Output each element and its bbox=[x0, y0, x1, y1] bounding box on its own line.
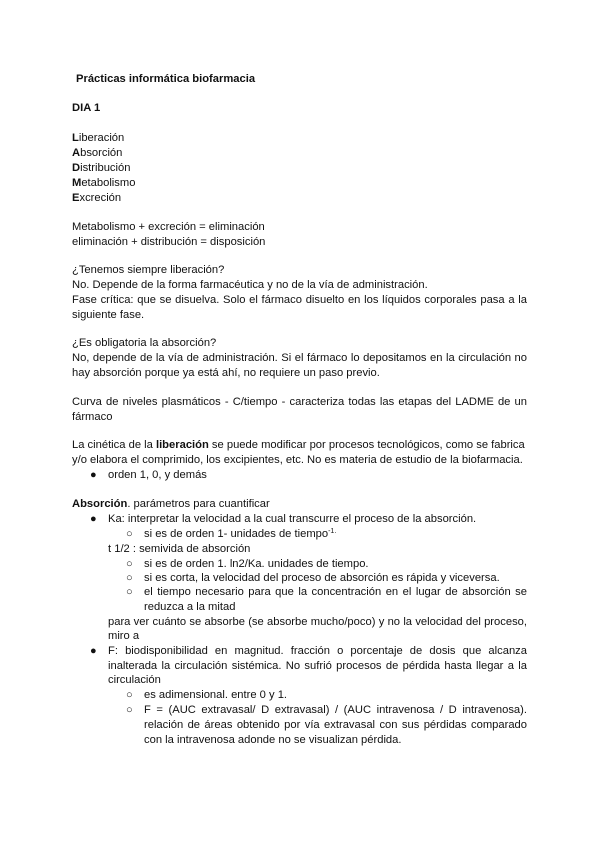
ladme-item: Liberación bbox=[72, 132, 125, 144]
f-bullet: inalterada la circulación sistémica. No sufrió procesos de pérdida hasta llegar a la bbox=[108, 660, 527, 672]
bullet-circle: ○ bbox=[126, 586, 133, 598]
answer-liberation: No. Depende de la forma farmacéutica y no de la vía de administración. bbox=[72, 279, 428, 291]
f-bullet: F: biodisponibilidad en magnitud. fracción o porcentaje de dosis que alcanza bbox=[108, 645, 527, 657]
f-sub: es adimensional. entre 0 y 1. bbox=[144, 689, 288, 701]
curve-paragraph: Curva de niveles plasmáticos - C/tiempo - caracteriza todas las etapas del LADME de un bbox=[72, 396, 527, 408]
kinetics-paragraph: y/o elabora el comprimido, los excipientes, etc. No es materia de estudio de la biofarmacia. bbox=[72, 454, 523, 466]
ladme-item: Distribución bbox=[72, 162, 131, 174]
doc-title: Prácticas informática biofarmacia bbox=[76, 73, 256, 85]
t12-sub: reduzca a la mitad bbox=[144, 601, 236, 613]
equation-line: Metabolismo + excreción = eliminación bbox=[72, 221, 265, 233]
f-sub: con la intravenosa adonde no se visualizan pérdida. bbox=[144, 734, 402, 746]
kinetics-paragraph: La cinética de la liberación se puede modificar por procesos tecnológicos, como se fabrica bbox=[72, 439, 525, 451]
bullet-circle: ○ bbox=[126, 558, 133, 570]
bullet-circle: ○ bbox=[126, 572, 133, 584]
ladme-item: Absorción bbox=[72, 147, 123, 159]
bullet-disc: ● bbox=[90, 513, 97, 525]
absorption-heading: Absorción. parámetros para cuantificar bbox=[72, 498, 270, 510]
f-sub: F = (AUC extravasal/ D extravasal) / (AUC intravenosa / D intravenosa). bbox=[144, 704, 527, 716]
bullet-disc: ● bbox=[90, 469, 97, 481]
f-bullet: circulación bbox=[108, 674, 161, 686]
day-heading: DIA 1 bbox=[72, 102, 101, 114]
curve-paragraph: fármaco bbox=[72, 411, 113, 423]
bullet-circle: ○ bbox=[126, 528, 133, 540]
t12-sub: si es de orden 1. ln2/Ka. unidades de tiempo. bbox=[144, 558, 369, 570]
t12-sub: si es corta, la velocidad del proceso de absorción es rápida y viceversa. bbox=[144, 572, 500, 584]
para-line: miro a bbox=[108, 630, 140, 642]
f-sub: relación de áreas obtenido por vía extravasal con sus pérdidas comparado bbox=[144, 719, 527, 731]
t12-sub: el tiempo necesario para que la concentración en el lugar de absorción se bbox=[144, 586, 527, 598]
answer-absorption: No, depende de la vía de administración. Si el fármaco lo depositamos en la circulación no bbox=[72, 352, 527, 364]
question-liberation: ¿Tenemos siempre liberación? bbox=[72, 264, 225, 276]
ka-sub: si es de orden 1- unidades de tiempo$^{-1.}$ bbox=[144, 528, 337, 540]
ka-bullet: Ka: interpretar la velocidad a la cual transcurre el proceso de la absorción. bbox=[108, 513, 477, 525]
bullet-circle: ○ bbox=[126, 689, 133, 701]
answer-absorption: hay absorción porque ya está ahí, no requiere un paso previo. bbox=[72, 367, 380, 379]
bullet-circle: ○ bbox=[126, 704, 133, 716]
t12-line: t 1/2 : semivida de absorción bbox=[108, 543, 251, 555]
bullet-disc: ● bbox=[90, 645, 97, 657]
critical-phase-line: Fase crítica: que se disuelva. Solo el fármaco disuelto en los líquidos corporales pasa a la bbox=[72, 294, 527, 306]
critical-phase-line: siguiente fase. bbox=[72, 309, 145, 321]
question-absorption: ¿Es obligatoria la absorción? bbox=[72, 337, 217, 349]
equation-line: eliminación + distribución = disposición bbox=[72, 236, 266, 248]
ladme-item: Excreción bbox=[72, 192, 122, 204]
ladme-item: Metabolismo bbox=[72, 177, 136, 189]
para-line: para ver cuánto se absorbe (se absorbe mucho/poco) y no la velocidad del proceso, bbox=[108, 616, 527, 628]
kinetics-bullet: orden 1, 0, y demás bbox=[108, 469, 207, 481]
